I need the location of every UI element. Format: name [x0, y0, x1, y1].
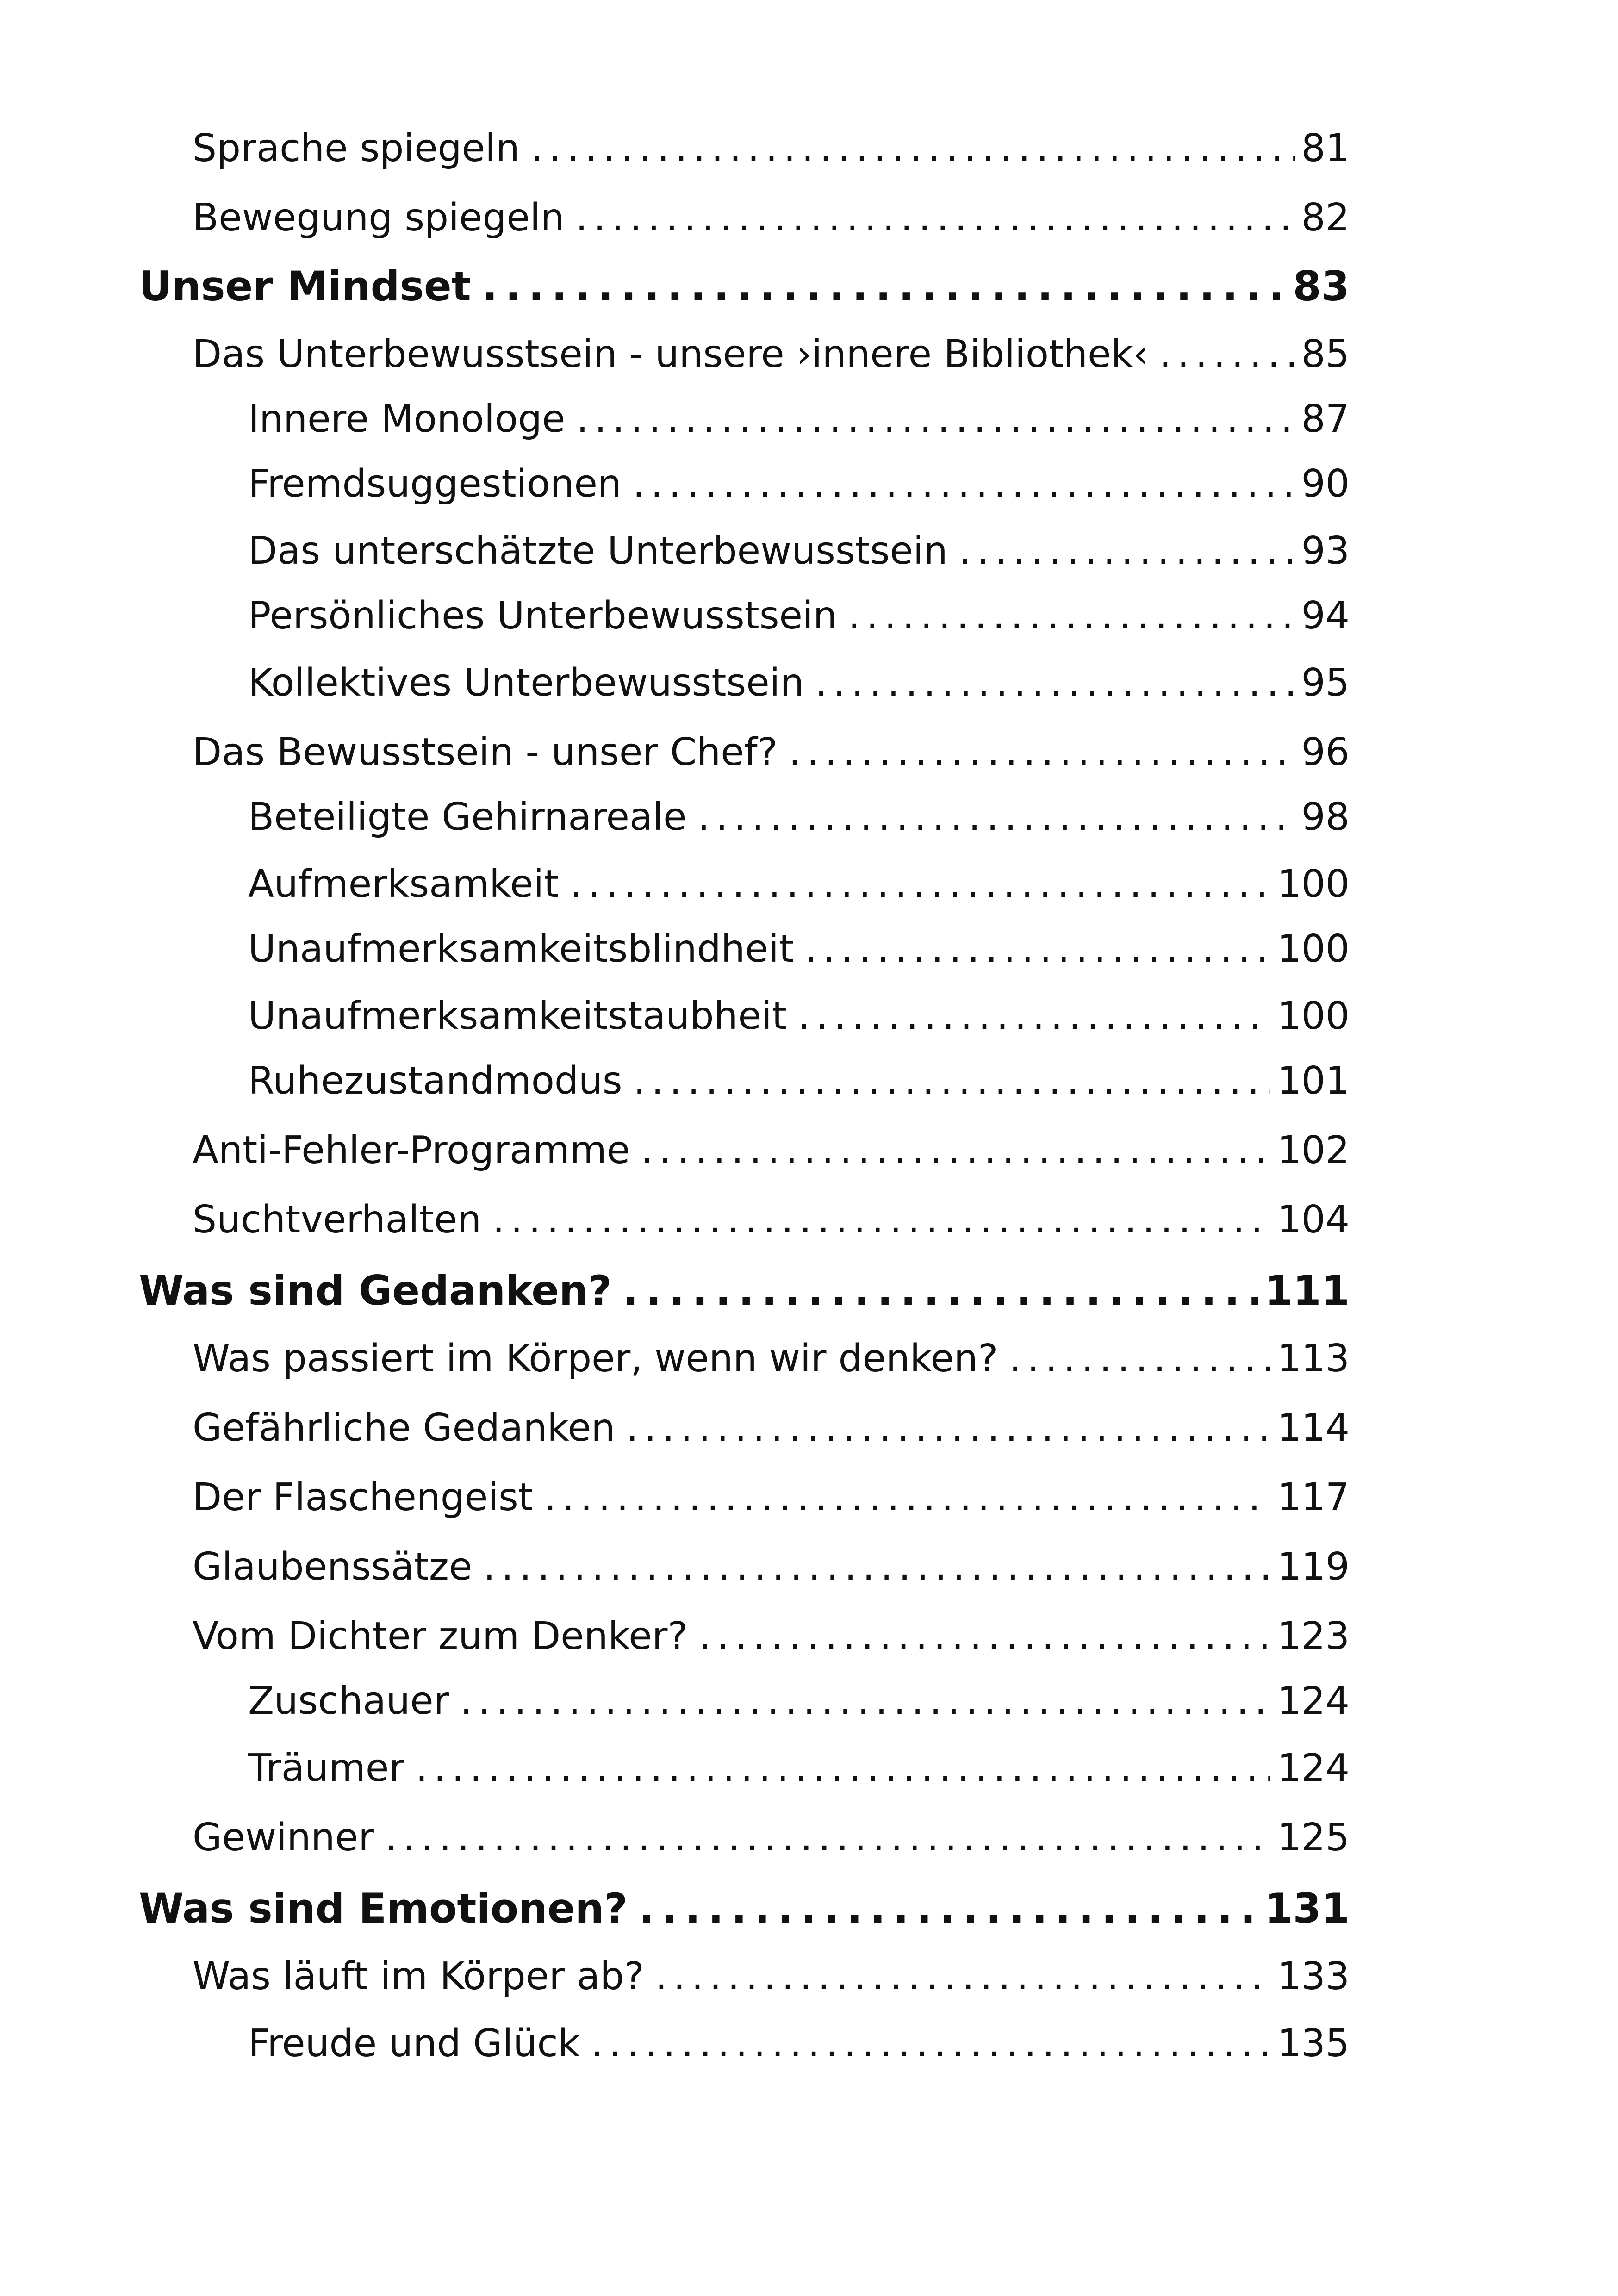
dot-leader: [1159, 336, 1295, 373]
toc-entry-page: 96: [1301, 730, 1350, 774]
toc-entry-title: Sprache spiegeln: [193, 126, 520, 170]
dot-leader: [959, 532, 1295, 570]
toc-entry-page: 125: [1277, 1816, 1350, 1860]
dot-leader: [460, 1682, 1270, 1720]
toc-entry-title: Innere Monologe: [248, 397, 566, 441]
dot-leader: [697, 798, 1294, 836]
toc-entry-title: Persönliches Unterbewusstsein: [248, 594, 837, 638]
toc-chapter-entry: [0, 1885, 1618, 1932]
toc-entry: [0, 730, 1618, 774]
toc-entry-page: 117: [1277, 1475, 1350, 1519]
toc-entry: [0, 1614, 1618, 1658]
dot-leader: [531, 130, 1295, 168]
toc-entry-page: 83: [1293, 262, 1350, 310]
dot-leader: [655, 1958, 1271, 1996]
toc-entry-title: Zuschauer: [248, 1679, 449, 1723]
toc-entry-page: 124: [1277, 1746, 1350, 1790]
toc-entry-title: Kollektives Unterbewusstsein: [248, 661, 804, 705]
toc-entry: [0, 1475, 1618, 1519]
toc-entry-page: 93: [1301, 529, 1350, 573]
toc-entry-title: Das Unterbewusstsein - unsere ›innere Bibliothek‹: [193, 332, 1148, 376]
toc-entry: [0, 1545, 1618, 1589]
toc-entry-page: 104: [1277, 1198, 1350, 1242]
dot-leader: [591, 2025, 1270, 2063]
dot-leader: [633, 465, 1295, 503]
toc-entry-title: Das Bewusstsein - unser Chef?: [193, 730, 778, 774]
toc-entry-page: 113: [1277, 1337, 1350, 1381]
dot-leader: [416, 1749, 1270, 1787]
toc-entry-page: 98: [1301, 795, 1350, 839]
toc-entry: [0, 462, 1618, 506]
toc-entry-page: 81: [1301, 126, 1350, 170]
toc-entry: [0, 1816, 1618, 1860]
toc-entry: [0, 126, 1618, 170]
toc-entry: [0, 1954, 1618, 1998]
toc-entry-page: 85: [1301, 332, 1350, 376]
dot-leader: [544, 1479, 1271, 1517]
dot-leader: [483, 1548, 1270, 1586]
toc-entry-page: 100: [1277, 862, 1350, 906]
toc-entry-page: 135: [1277, 2022, 1350, 2066]
toc-entry: [0, 927, 1618, 971]
toc-entry-page: 95: [1301, 661, 1350, 705]
toc-entry: [0, 529, 1618, 573]
toc-entry-title: Aufmerksamkeit: [248, 862, 559, 906]
toc-entry-page: 82: [1301, 196, 1350, 240]
toc-entry-title: Was sind Gedanken?: [139, 1267, 612, 1314]
toc-entry-page: 133: [1277, 1954, 1350, 1998]
toc-entry-page: 87: [1301, 397, 1350, 441]
toc-entry: [0, 397, 1618, 441]
toc-entry-title: Unaufmerksamkeitstaubheit: [248, 994, 787, 1038]
toc-entry: [0, 332, 1618, 376]
dot-leader: [576, 199, 1295, 237]
toc-entry: [0, 1406, 1618, 1450]
toc-entry-title: Was läuft im Körper ab?: [193, 1954, 644, 1998]
toc-entry-page: 123: [1277, 1614, 1350, 1658]
toc-entry-title: Gewinner: [193, 1816, 374, 1860]
toc-entry: [0, 1198, 1618, 1242]
toc-entry-title: Freude und Glück: [248, 2022, 580, 2066]
toc-entry-title: Vom Dichter zum Denker?: [193, 1614, 688, 1658]
toc-entry: [0, 1679, 1618, 1723]
toc-entry: [0, 1337, 1618, 1381]
dot-leader: [798, 997, 1271, 1035]
toc-entry-page: 111: [1264, 1267, 1350, 1314]
toc-entry-title: Unaufmerksamkeitsblindheit: [248, 927, 794, 971]
toc-entry-title: Beteiligte Gehirnareale: [248, 795, 687, 839]
toc-entry-title: Suchtverhalten: [193, 1198, 482, 1242]
toc-entry-title: Was passiert im Körper, wenn wir denken?: [193, 1337, 998, 1381]
dot-leader: [641, 1132, 1270, 1170]
toc-entry-title: Der Flaschengeist: [193, 1475, 533, 1519]
toc-entry-title: Unser Mindset: [139, 262, 471, 310]
toc-entry: [0, 1059, 1618, 1103]
dot-leader: [626, 1409, 1270, 1447]
toc-entry-page: 102: [1277, 1128, 1350, 1172]
toc-entry-title: Bewegung spiegeln: [193, 196, 565, 240]
toc-entry-title: Glaubenssätze: [193, 1545, 473, 1589]
toc-entry-page: 90: [1301, 462, 1350, 506]
toc-entry-page: 94: [1301, 594, 1350, 638]
dot-leader: [805, 930, 1270, 968]
dot-leader: [577, 400, 1295, 438]
dot-leader: [623, 1270, 1258, 1311]
dot-leader: [639, 1888, 1258, 1929]
dot-leader: [1009, 1340, 1271, 1378]
toc-entry-title: Anti-Fehler-Programme: [193, 1128, 630, 1172]
toc-entry-title: Was sind Emotionen?: [139, 1885, 628, 1932]
toc-entry-page: 124: [1277, 1679, 1350, 1723]
dot-leader: [482, 266, 1287, 307]
dot-leader: [789, 734, 1295, 772]
toc-chapter-entry: [0, 1267, 1618, 1314]
toc-entry: [0, 862, 1618, 906]
toc-entry-page: 100: [1277, 927, 1350, 971]
dot-leader: [815, 664, 1294, 702]
dot-leader: [699, 1618, 1271, 1655]
toc-entry-title: Ruhezustandmodus: [248, 1059, 622, 1103]
toc-entry-page: 119: [1277, 1545, 1350, 1589]
toc-entry-title: Fremdsuggestionen: [248, 462, 622, 506]
toc-entry-page: 131: [1264, 1885, 1350, 1932]
toc-chapter-entry: [0, 262, 1618, 310]
dot-leader: [385, 1819, 1271, 1857]
dot-leader: [570, 865, 1270, 903]
dot-leader: [634, 1062, 1271, 1100]
toc-entry: [0, 795, 1618, 839]
toc-entry-title: Träumer: [248, 1746, 405, 1790]
toc-entry: [0, 1128, 1618, 1172]
toc-entry-title: Gefährliche Gedanken: [193, 1406, 616, 1450]
toc-entry: [0, 1746, 1618, 1790]
toc-entry-page: 101: [1277, 1059, 1350, 1103]
dot-leader: [492, 1201, 1270, 1239]
toc-entry: [0, 2022, 1618, 2066]
dot-leader: [848, 597, 1295, 635]
toc-entry-page: 100: [1277, 994, 1350, 1038]
toc-entry: [0, 661, 1618, 705]
toc-entry: [0, 196, 1618, 240]
toc-entry-page: 114: [1277, 1406, 1350, 1450]
toc-entry-title: Das unterschätzte Unterbewusstsein: [248, 529, 948, 573]
toc-entry: [0, 994, 1618, 1038]
toc-entry: [0, 594, 1618, 638]
